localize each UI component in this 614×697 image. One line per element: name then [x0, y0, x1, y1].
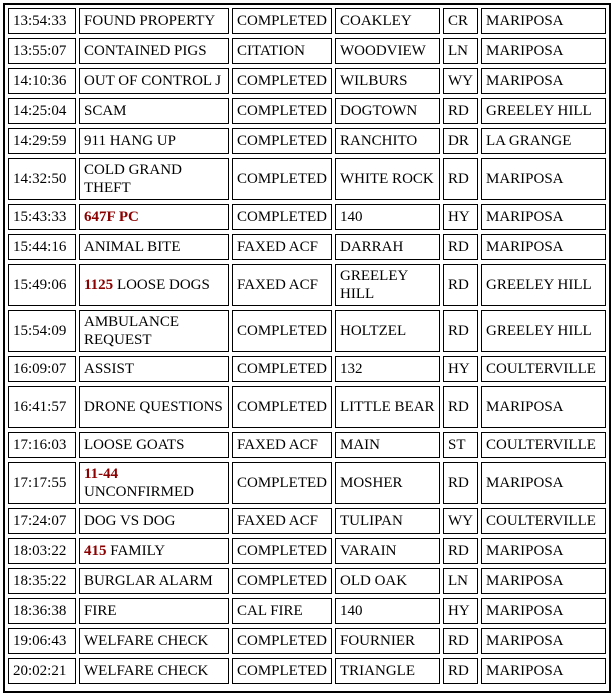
table-row — [5, 35, 609, 65]
call-type-text: LOOSE DOGS — [116, 277, 210, 293]
cell-time: 13:54:33 — [8, 8, 76, 34]
cell-disposition: COMPLETED — [232, 204, 332, 230]
cell-street: DARRAH — [335, 234, 440, 260]
cell-city: MARIPOSA — [481, 204, 606, 230]
cell-call-type: ASSIST — [79, 356, 229, 382]
cell-suffix: RD — [443, 310, 478, 352]
cell-suffix: HY — [443, 598, 478, 624]
cell-call-type — [79, 462, 229, 504]
cell-street: DOGTOWN — [335, 98, 440, 124]
table-row — [5, 459, 609, 505]
cell-street: 132 — [335, 356, 440, 382]
cell-disposition: COMPLETED — [232, 462, 332, 504]
cell-time: 17:16:03 — [8, 432, 76, 458]
cell-call-type: DRONE QUESTIONS — [79, 386, 229, 428]
cell-street: VARAIN — [335, 538, 440, 564]
cell-street: TRIANGLE — [335, 658, 440, 684]
cell-disposition: CAL FIRE — [232, 598, 332, 624]
cell-street: COAKLEY — [335, 8, 440, 34]
cell-call-type — [79, 538, 229, 564]
cell-city: MARIPOSA — [481, 38, 606, 64]
cell-time: 18:36:38 — [8, 598, 76, 624]
cell-time: 14:32:50 — [8, 158, 76, 200]
cell-call-type: OUT OF CONTROL J — [79, 68, 229, 94]
cell-disposition: COMPLETED — [232, 68, 332, 94]
cell-street: WILBURS — [335, 68, 440, 94]
cell-call-type — [79, 264, 229, 306]
table-row — [5, 155, 609, 201]
cell-suffix: WY — [443, 508, 478, 534]
cell-suffix: LN — [443, 38, 478, 64]
incident-code: 11-44 — [84, 466, 119, 482]
cell-street: MOSHER — [335, 462, 440, 504]
cell-call-type: BURGLAR ALARM — [79, 568, 229, 594]
table-row — [5, 231, 609, 261]
cell-suffix: RD — [443, 538, 478, 564]
cell-time: 20:02:21 — [8, 658, 76, 684]
cell-suffix: RD — [443, 462, 478, 504]
cell-city: MARIPOSA — [481, 462, 606, 504]
table-row — [5, 505, 609, 535]
cell-time: 13:55:07 — [8, 38, 76, 64]
table-row — [5, 625, 609, 655]
cell-disposition: COMPLETED — [232, 538, 332, 564]
cell-disposition: COMPLETED — [232, 568, 332, 594]
cell-disposition: CITATION — [232, 38, 332, 64]
table-row — [5, 95, 609, 125]
cell-time: 14:10:36 — [8, 68, 76, 94]
cell-city: MARIPOSA — [481, 158, 606, 200]
cell-suffix: RD — [443, 234, 478, 260]
cell-street: 140 — [335, 598, 440, 624]
cell-suffix: LN — [443, 568, 478, 594]
cell-city: MARIPOSA — [481, 538, 606, 564]
table-row — [5, 655, 609, 685]
table-row — [5, 595, 609, 625]
cell-disposition: COMPLETED — [232, 356, 332, 382]
cell-city: COULTERVILLE — [481, 432, 606, 458]
cell-suffix: WY — [443, 68, 478, 94]
cell-street: OLD OAK — [335, 568, 440, 594]
cell-disposition: FAXED ACF — [232, 264, 332, 306]
cell-disposition: COMPLETED — [232, 386, 332, 428]
cell-street: FOURNIER — [335, 628, 440, 654]
cell-city: MARIPOSA — [481, 386, 606, 428]
cell-street: LITTLE BEAR — [335, 386, 440, 428]
table-row — [5, 65, 609, 95]
table-row — [5, 307, 609, 353]
cell-time: 14:25:04 — [8, 98, 76, 124]
cell-disposition: COMPLETED — [232, 98, 332, 124]
cell-suffix: HY — [443, 356, 478, 382]
cell-street: HOLTZEL — [335, 310, 440, 352]
table-row — [5, 125, 609, 155]
cell-time: 15:43:33 — [8, 204, 76, 230]
cell-street: GREELEY HILL — [335, 264, 440, 306]
cell-call-type: 911 HANG UP — [79, 128, 229, 154]
cell-street: WOODVIEW — [335, 38, 440, 64]
cell-city: MARIPOSA — [481, 8, 606, 34]
cell-call-type: SCAM — [79, 98, 229, 124]
cell-call-type: LOOSE GOATS — [79, 432, 229, 458]
incident-code: 647F PC — [84, 209, 139, 225]
cell-call-type: AMBULANCE REQUEST — [79, 310, 229, 352]
cell-suffix: RD — [443, 658, 478, 684]
cell-call-type: COLD GRAND THEFT — [79, 158, 229, 200]
cell-disposition: FAXED ACF — [232, 234, 332, 260]
cell-city: MARIPOSA — [481, 68, 606, 94]
cell-call-type: WELFARE CHECK — [79, 658, 229, 684]
cell-city: MARIPOSA — [481, 598, 606, 624]
cell-suffix: DR — [443, 128, 478, 154]
cell-city: MARIPOSA — [481, 568, 606, 594]
cell-street: TULIPAN — [335, 508, 440, 534]
table-row — [5, 353, 609, 383]
cell-call-type: FIRE — [79, 598, 229, 624]
cell-disposition: COMPLETED — [232, 8, 332, 34]
cell-city: MARIPOSA — [481, 234, 606, 260]
cell-suffix: RD — [443, 98, 478, 124]
table-row — [5, 383, 609, 429]
cell-disposition: FAXED ACF — [232, 432, 332, 458]
cell-call-type: CONTAINED PIGS — [79, 38, 229, 64]
table-row — [5, 261, 609, 307]
cell-disposition: FAXED ACF — [232, 508, 332, 534]
cell-suffix: CR — [443, 8, 478, 34]
cell-call-type — [79, 204, 229, 230]
cell-time: 15:54:09 — [8, 310, 76, 352]
cell-time: 16:41:57 — [8, 386, 76, 428]
table-row — [5, 429, 609, 459]
cell-suffix: RD — [443, 386, 478, 428]
cell-suffix: HY — [443, 204, 478, 230]
cell-city: GREELEY HILL — [481, 264, 606, 306]
cell-time: 16:09:07 — [8, 356, 76, 382]
cell-street: MAIN — [335, 432, 440, 458]
cell-city: LA GRANGE — [481, 128, 606, 154]
cell-disposition: COMPLETED — [232, 128, 332, 154]
cell-suffix: RD — [443, 158, 478, 200]
cell-disposition: COMPLETED — [232, 628, 332, 654]
cell-call-type: WELFARE CHECK — [79, 628, 229, 654]
cell-city: COULTERVILLE — [481, 508, 606, 534]
cell-call-type: ANIMAL BITE — [79, 234, 229, 260]
cell-time: 15:49:06 — [8, 264, 76, 306]
cell-city: COULTERVILLE — [481, 356, 606, 382]
table-row — [5, 565, 609, 595]
incident-code: 1125 — [84, 277, 114, 293]
call-type-text: FAMILY — [110, 543, 166, 559]
table-row — [5, 535, 609, 565]
call-type-text: UNCONFIRMED — [84, 484, 195, 500]
cell-call-type: FOUND PROPERTY — [79, 8, 229, 34]
cell-city: GREELEY HILL — [481, 310, 606, 352]
cell-street: RANCHITO — [335, 128, 440, 154]
cell-time: 15:44:16 — [8, 234, 76, 260]
cell-suffix: ST — [443, 432, 478, 458]
cell-city: MARIPOSA — [481, 658, 606, 684]
table-row — [5, 201, 609, 231]
cell-city: MARIPOSA — [481, 628, 606, 654]
cell-call-type: DOG VS DOG — [79, 508, 229, 534]
cell-time: 19:06:43 — [8, 628, 76, 654]
cell-disposition: COMPLETED — [232, 310, 332, 352]
cell-time: 14:29:59 — [8, 128, 76, 154]
cell-disposition: COMPLETED — [232, 158, 332, 200]
table-row — [5, 5, 609, 35]
cell-city: GREELEY HILL — [481, 98, 606, 124]
incident-code: 415 — [84, 543, 107, 559]
cell-street: 140 — [335, 204, 440, 230]
call-log-table — [3, 3, 611, 693]
cell-time: 17:24:07 — [8, 508, 76, 534]
cell-time: 18:03:22 — [8, 538, 76, 564]
cell-time: 18:35:22 — [8, 568, 76, 594]
cell-street: WHITE ROCK — [335, 158, 440, 200]
cell-disposition: COMPLETED — [232, 658, 332, 684]
cell-time: 17:17:55 — [8, 462, 76, 504]
cell-suffix: RD — [443, 264, 478, 306]
cell-suffix: RD — [443, 628, 478, 654]
